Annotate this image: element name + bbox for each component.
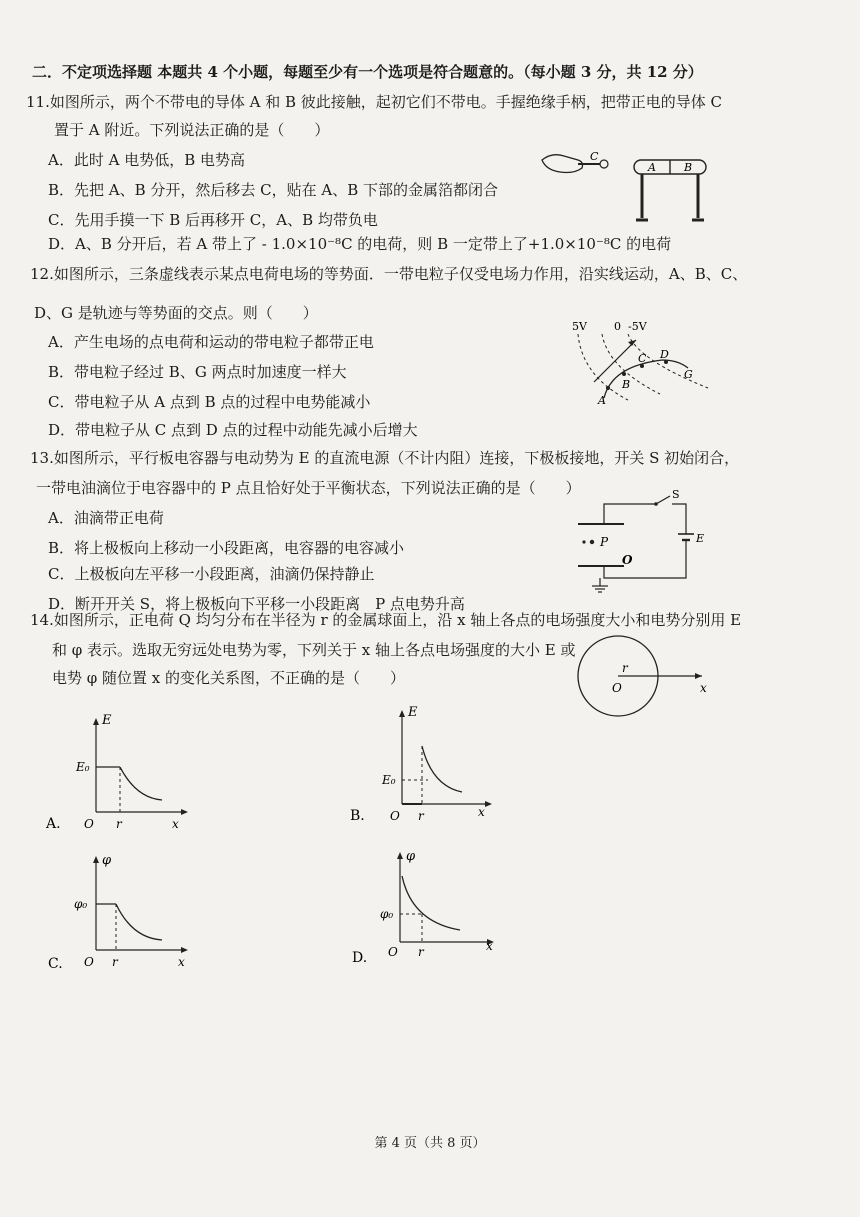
q13-label-e: E	[696, 532, 704, 545]
q12-label-g: G	[684, 368, 693, 381]
q13-stem-line1: 13.如图所示，平行板电容器与电动势为 E 的直流电源（不计内阻）连接，下极板接地，开关 S 初始闭合，	[30, 449, 740, 467]
q12-stem-line1: 12.如图所示，三条虚线表示某点电荷电场的等势面．一带电粒子仅受电场力作用，沿实线运动，A、B、C、	[30, 265, 748, 283]
q14-graph-c-origin: O	[84, 955, 94, 969]
q13-option-d: D．断开开关 S，将上极板向下平移一小段距离 P 点电势升高	[48, 595, 465, 613]
q12-stem-line2: D、G 是轨迹与等势面的交点。则（ ）	[34, 304, 318, 322]
q13-stem-line2: 一带电油滴位于电容器中的 P 点且恰好处于平衡状态，下列说法正确的是（ ）	[36, 479, 581, 497]
q11-figure-conductors	[538, 146, 718, 228]
q14-label-o: O	[612, 681, 622, 695]
q14-stem-line3: 电势 φ 随位置 x 的变化关系图，不正确的是（ ）	[52, 669, 406, 687]
q12-label-a: A	[598, 394, 606, 407]
q14-graph-a-yaxis: E	[102, 713, 112, 728]
q12-option-b: B．带电粒子经过 B、G 两点时加速度一样大	[48, 363, 347, 381]
section-header: 二．不定项选择题 本题共 4 个小题，每题至少有一个选项是符合题意的。（每小题 3 分，共 12 分）	[32, 63, 703, 81]
q14-graph-c-letter: C.	[48, 956, 63, 972]
q13-label-o: O	[622, 553, 633, 567]
q13-label-p: P	[600, 535, 609, 549]
q14-label-r: r	[622, 661, 628, 675]
q12-label-0v: 0	[614, 320, 621, 333]
q14-graph-b-origin: O	[390, 809, 400, 823]
q13-option-c: C．上极板向左平移一小段距离，油滴仍保持静止	[48, 565, 375, 583]
q12-label-b: B	[622, 378, 631, 391]
q14-graph-c-y0: φ₀	[74, 897, 88, 911]
q14-graph-d-letter: D.	[352, 950, 368, 966]
q14-graph-d	[350, 846, 510, 970]
q14-graph-c-r: r	[112, 955, 118, 969]
q14-graph-c-x: x	[178, 955, 185, 969]
q14-graph-c-yaxis: φ	[102, 853, 112, 868]
q12-figure-equipotential	[568, 316, 718, 408]
q11-stem-line2: 置于 A 附近。下列说法正确的是（ ）	[54, 121, 330, 139]
q13-figure-capacitor	[574, 490, 704, 594]
q14-graph-b-yaxis: E	[408, 705, 418, 720]
q14-graph-d-origin: O	[388, 945, 398, 959]
q11-option-b: B．先把 A、B 分开，然后移去 C，贴在 A、B 下部的金属箔都闭合	[48, 181, 499, 199]
q14-graph-a-x: x	[172, 817, 179, 831]
q12-label-d: D	[660, 348, 669, 361]
q14-graph-a-r: r	[116, 817, 122, 831]
q11-option-a: A．此时 A 电势低，B 电势高	[48, 151, 245, 169]
q14-graph-a-origin: O	[84, 817, 94, 831]
hand-icon	[542, 155, 583, 173]
q14-graph-b-y0: E₀	[382, 773, 396, 787]
q14-graph-a-letter: A.	[46, 816, 61, 832]
q11-label-a: A	[648, 161, 656, 174]
q14-label-x: x	[700, 681, 707, 695]
q12-option-a: A．产生电场的点电荷和运动的带电粒子都带正电	[48, 333, 374, 351]
q14-stem-line1: 14.如图所示，正电荷 Q 均匀分布在半径为 r 的金属球面上，沿 x 轴上各点的电场强度大小和电势分别用 E	[30, 611, 742, 629]
q11-option-c: C．先用手摸一下 B 后再移开 C，A、B 均带负电	[48, 211, 378, 229]
q12-option-c: C．带电粒子从 A 点到 B 点的过程中电势能减小	[48, 393, 371, 411]
q13-option-a: A．油滴带正电荷	[48, 509, 164, 527]
q14-graph-d-x: x	[486, 939, 493, 953]
q14-graph-d-yaxis: φ	[406, 849, 416, 864]
q12-option-d: D．带电粒子从 C 点到 D 点的过程中动能先减小后增大	[48, 421, 418, 439]
q11-stem-line1: 11.如图所示，两个不带电的导体 A 和 B 彼此接触，起初它们不带电。手握绝缘手柄，把带正电的导体 C	[26, 93, 723, 111]
q12-label-neg5v: -5V	[628, 320, 647, 333]
q14-graph-a	[44, 712, 204, 836]
q14-figure-sphere	[570, 630, 720, 722]
q14-graph-d-r: r	[418, 945, 424, 959]
q14-graph-d-y0: φ₀	[380, 907, 394, 921]
q11-option-d: D．A、B 分开后，若 A 带上了 - 1.0×10⁻⁸C 的电荷，则 B 一定带上了+1.0×10⁻⁸C 的电荷	[48, 235, 672, 253]
q14-graph-c	[44, 850, 204, 974]
q14-graph-b-letter: B.	[350, 808, 365, 824]
q13-label-s: S	[672, 490, 680, 501]
q14-graph-b-r: r	[418, 809, 424, 823]
q12-label-c: C	[638, 352, 647, 365]
q13-option-b: B．将上极板向上移动一小段距离，电容器的电容减小	[48, 539, 405, 557]
q12-label-5v: 5V	[572, 320, 587, 333]
q11-label-c: C	[590, 150, 599, 163]
q14-stem-line2: 和 φ 表示。选取无穷远处电势为零，下列关于 x 轴上各点电场强度的大小 E 或	[52, 641, 576, 659]
q14-graph-b	[350, 702, 510, 826]
q11-label-b: B	[684, 161, 693, 174]
q14-graph-a-y0: E₀	[76, 760, 90, 774]
page-footer: 第 4 页（共 8 页）	[374, 1136, 486, 1151]
q14-graph-b-x: x	[478, 805, 485, 819]
